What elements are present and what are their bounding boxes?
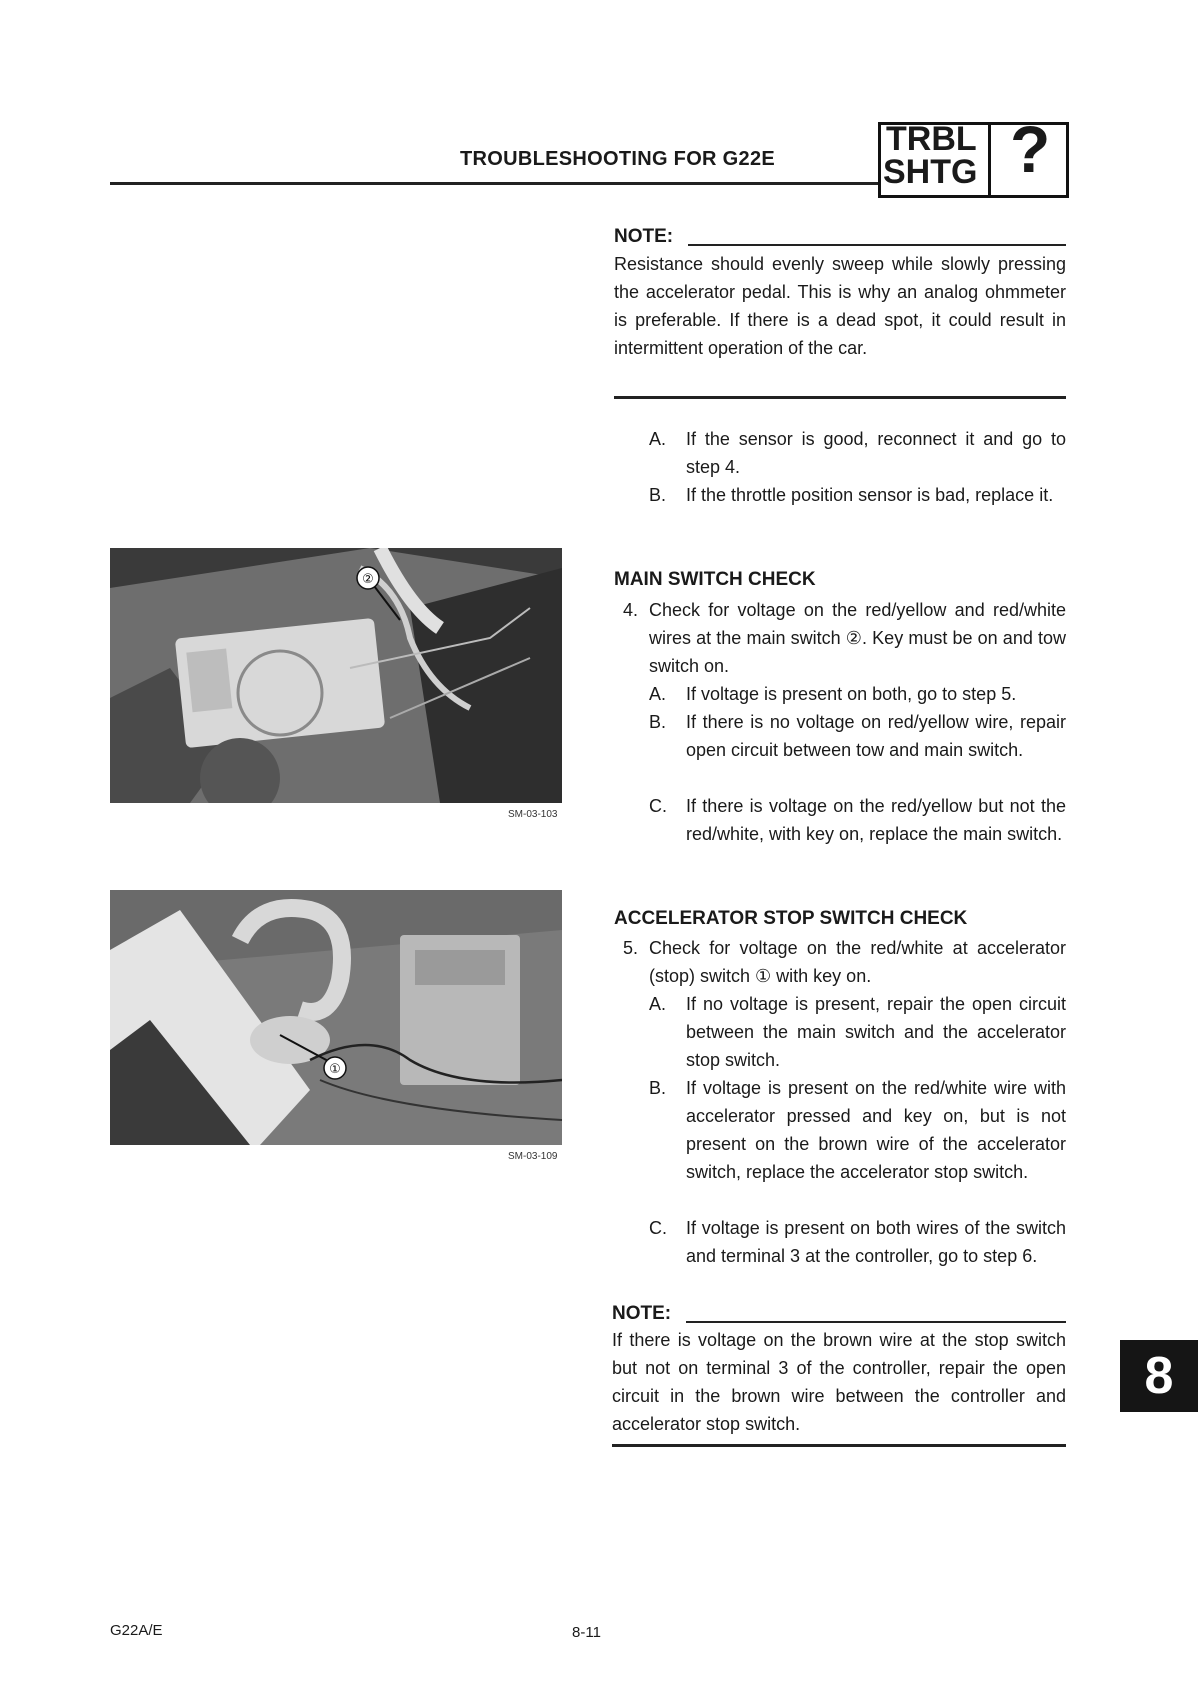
note-text: If there is voltage on the brown wire at the stop switch but not on terminal 3 of the controller, repair the open circuit in the brown wire between the controller and accelerator stop switch. <box>612 1330 1066 1434</box>
badge-divider <box>988 122 991 198</box>
list-letter: A. <box>649 994 667 1014</box>
step-number: 4. <box>623 600 639 620</box>
list-item: If voltage is present on both wires of the switch and terminal 3 at the controller, go to step 6. <box>686 1218 1066 1266</box>
note-underline <box>688 244 1066 246</box>
step-number: 5. <box>623 938 639 958</box>
list-item: If there is no voltage on red/yellow wire, repair open circuit between tow and main switch. <box>686 712 1066 760</box>
list-letter: B. <box>649 712 667 732</box>
list-item: If the sensor is good, reconnect it and go to step 4. <box>686 429 1066 477</box>
photo-main-switch <box>110 548 562 803</box>
footer-model: G22A/E <box>110 1622 163 1639</box>
list-letter: A. <box>649 429 667 449</box>
note-label: NOTE: <box>614 226 674 247</box>
note-end-rule <box>614 396 1066 399</box>
note-underline <box>686 1321 1066 1323</box>
note-end-rule <box>612 1444 1066 1447</box>
note-label: NOTE: <box>612 1303 672 1324</box>
list-letter: C. <box>649 1218 667 1238</box>
photo-caption: SM-03-109 <box>508 1151 558 1162</box>
chapter-tab: 8 <box>1120 1340 1198 1412</box>
section-heading: MAIN SWITCH CHECK <box>614 569 816 590</box>
list-item: If the throttle position sensor is bad, replace it. <box>686 485 1054 505</box>
list-letter: C. <box>649 796 667 816</box>
section-heading: ACCELERATOR STOP SWITCH CHECK <box>614 908 968 929</box>
list-letter: B. <box>649 1078 667 1098</box>
badge-line-2: SHTG <box>883 153 978 191</box>
question-mark-icon: ? <box>1010 112 1051 186</box>
list-item: If voltage is present on both, go to step 5. <box>686 684 1017 704</box>
list-letter: A. <box>649 684 667 704</box>
page-header-title: TROUBLESHOOTING FOR G22E <box>460 148 776 170</box>
header-rule <box>110 182 1010 185</box>
step-text: Check for voltage on the red/yellow and red/white wires at the main switch ②. Key must be on and tow switch on. <box>649 600 1066 676</box>
list-item: If no voltage is present, repair the open circuit between the main switch and the accelerator stop switch. <box>686 994 1066 1070</box>
photo-callout: ① <box>329 1062 341 1077</box>
list-letter: B. <box>649 485 667 505</box>
photo-caption: SM-03-103 <box>508 809 558 820</box>
photo-callout: ② <box>362 572 374 587</box>
note-text: Resistance should evenly sweep while slowly pressing the accelerator pedal. This is why an analog ohmmeter is preferable. If there is a dead spot, it could result in intermittent operation of the car. <box>614 254 1066 358</box>
page-number: 8-11 <box>572 1624 601 1641</box>
photo-accelerator-switch <box>110 890 562 1145</box>
list-item: If voltage is present on the red/white wire with accelerator pressed and key on, but is not present on the brown wire of the accelerator switch, replace the accelerator stop switch. <box>686 1078 1066 1182</box>
step-text: Check for voltage on the red/white at accelerator (stop) switch ① with key on. <box>649 938 1066 986</box>
list-item: If there is voltage on the red/yellow but not the red/white, with key on, replace the main switch. <box>686 796 1066 844</box>
badge-line-1: TRBL <box>886 120 977 158</box>
